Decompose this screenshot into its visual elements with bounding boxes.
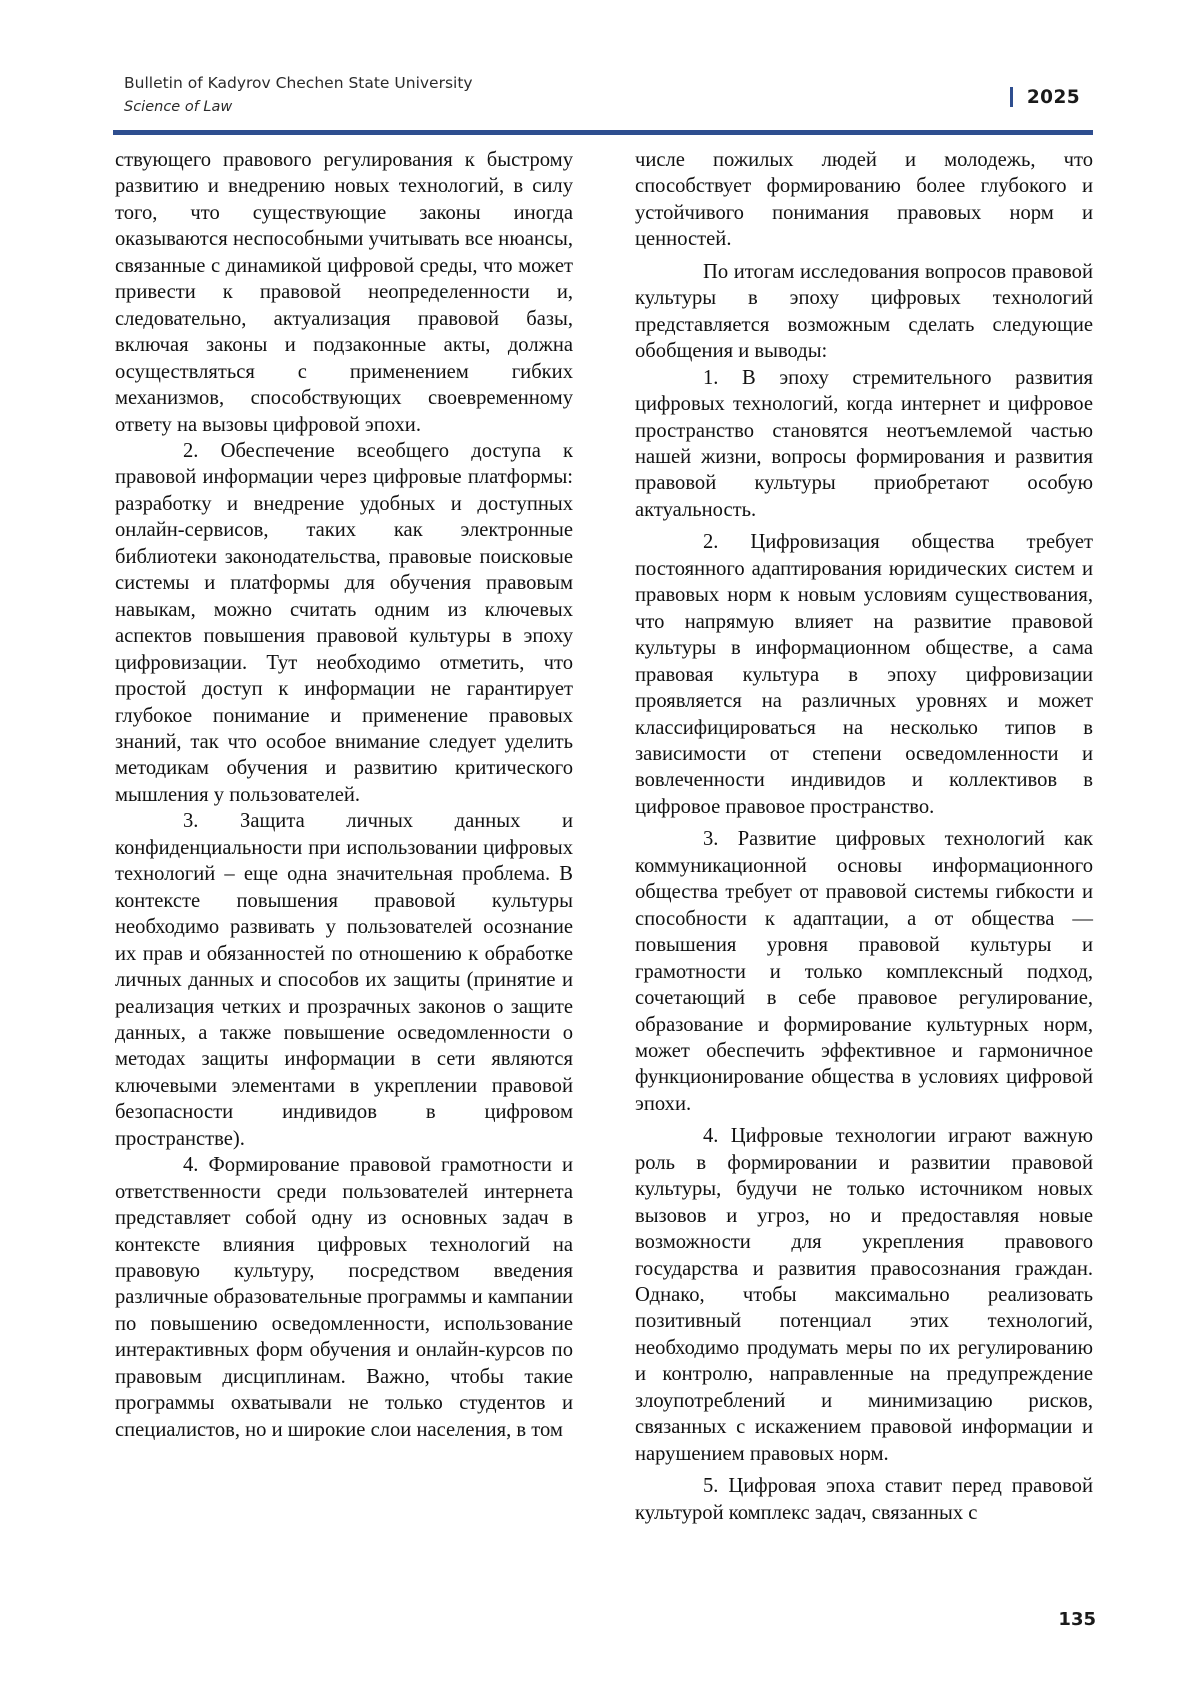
left-paragraph-item-3: 3. Защита личных данных и конфиденциальности при использовании цифровых технологий – еще одна значительная проблема. В контексте повышения правовой культуры необходимо развивать у пользователей осознание их прав и обязанностей по отношению к обработке личных данных и способов их защиты (принятие и реализация четких и прозрачных законов о защите данных, а также повышение осведомленности о методах защиты информации в сети являются ключевыми элементами в укреплении правовой безопасности индивидов в цифровом пространстве). [115, 810, 573, 1150]
publication-year: 2025 [1026, 86, 1080, 108]
conclusion-2: 2. Цифровизация общества требует постоянного адаптирования юридических систем и правовых норм к новым условиям существования, что напрямую влияет на развитие правовой культуры в информационном обществе, а сама правовая культура в эпоху цифровизации проявляется на различных уровнях и может классифицироваться на несколько типов в зависимости от степени осведомленности и вовлеченности индивидов и коллективов в цифровое правовое пространство. [635, 531, 1093, 818]
left-column [115, 147, 573, 1443]
conclusions-intro: По итогам исследования вопросов правовой культуры в эпоху цифровых технологий представляется возможным сделать следующие обобщения и выводы: [635, 260, 1093, 363]
year-divider [1010, 87, 1013, 107]
running-header [124, 72, 1080, 124]
conclusion-3: 3. Развитие цифровых технологий как коммуникационной основы информационного общества требует от правовой системы гибкости и способности к адаптации, а от общества — повышения уровня правовой культуры и грамотности и только комплексный подход, сочетающий в себе правовое регулирование, образование и формирование культурных норм, может обеспечить эффективное и гармоничное функционирование общества в условиях цифровой эпохи. [635, 828, 1093, 1115]
header-rule [113, 130, 1093, 135]
left-paragraph-item-4: 4. Формирование правовой грамотности и ответственности среди пользователей интернета представляет собой одну из основных задач в контексте влияния цифровых технологий на правовую культуру, посредством введения различные образовательные программы и кампании по повышению осведомленности, использование интерактивных форм обучения и онлайн-курсов по правовым дисциплинам. Важно, чтобы такие программы охватывали не только студентов и специалистов, но и широкие слои населения, в том [115, 1154, 573, 1441]
right-column [635, 147, 1093, 1526]
conclusion-1: 1. В эпоху стремительного развития цифровых технологий, когда интернет и цифровое пространство становятся неотъемлемой частью нашей жизни, вопросы формирования и развития правовой культуры приобретают особую актуальность. [635, 366, 1093, 521]
right-paragraph-continuation: числе пожилых людей и молодежь, что способствует формированию более глубокого и устойчивого понимания правовых норм и ценностей. [635, 149, 1093, 251]
left-paragraph-item-2: 2. Обеспечение всеобщего доступа к правовой информации через цифровые платформы: разработку и внедрение удобных и доступных онлайн-сервисов, таких как электронные библиотеки законодательства, правовые поисковые системы и платформы для обучения правовым навыкам, можно считать одним из ключевых аспектов повышения правовой культуры в эпоху цифровизации. Тут необходимо отметить, что простой доступ к информации не гарантирует глубокое понимание и применение правовых знаний, так что особое внимание следует уделить методикам обучения и развитию критического мышления у пользователей. [115, 439, 573, 806]
conclusion-4: 4. Цифровые технологии играют важную роль в формировании и развитии правовой культуры, будучи не только источником новых вызовов и угроз, но и предоставляя новые возможности для укрепления правового государства и развития правосознания граждан. Однако, чтобы максимально реализовать позитивный потенциал этих технологий, необходимо продумать меры по их регулированию и контролю, направленные на предупреждение злоупотреблений и минимизацию рисков, связанных с искажением правовой информации и нарушением правовых норм. [635, 1125, 1093, 1465]
conclusion-5: 5. Цифровая эпоха ставит перед правовой культурой комплекс задач, связанных с [635, 1475, 1093, 1524]
year-block [1010, 84, 1080, 110]
journal-name: Bulletin of Kadyrov Chechen State University [124, 74, 473, 92]
page-number: 135 [1058, 1609, 1096, 1630]
journal-section: Science of Law [124, 99, 233, 115]
left-paragraph-continuation: ствующего правового регулирования к быстрому развитию и внедрению новых технологий, в силу того, что существующие законы иногда оказываются неспособными учитывать все нюансы, связанные с динамикой цифровой среды, что может привести к правовой неопределенности и, следовательно, актуализация правовой базы, включая законы и подзаконные акты, должна осуществляться с применением гибких механизмов, способствующих своевременному ответу на вызовы цифровой эпохи. [115, 149, 573, 436]
